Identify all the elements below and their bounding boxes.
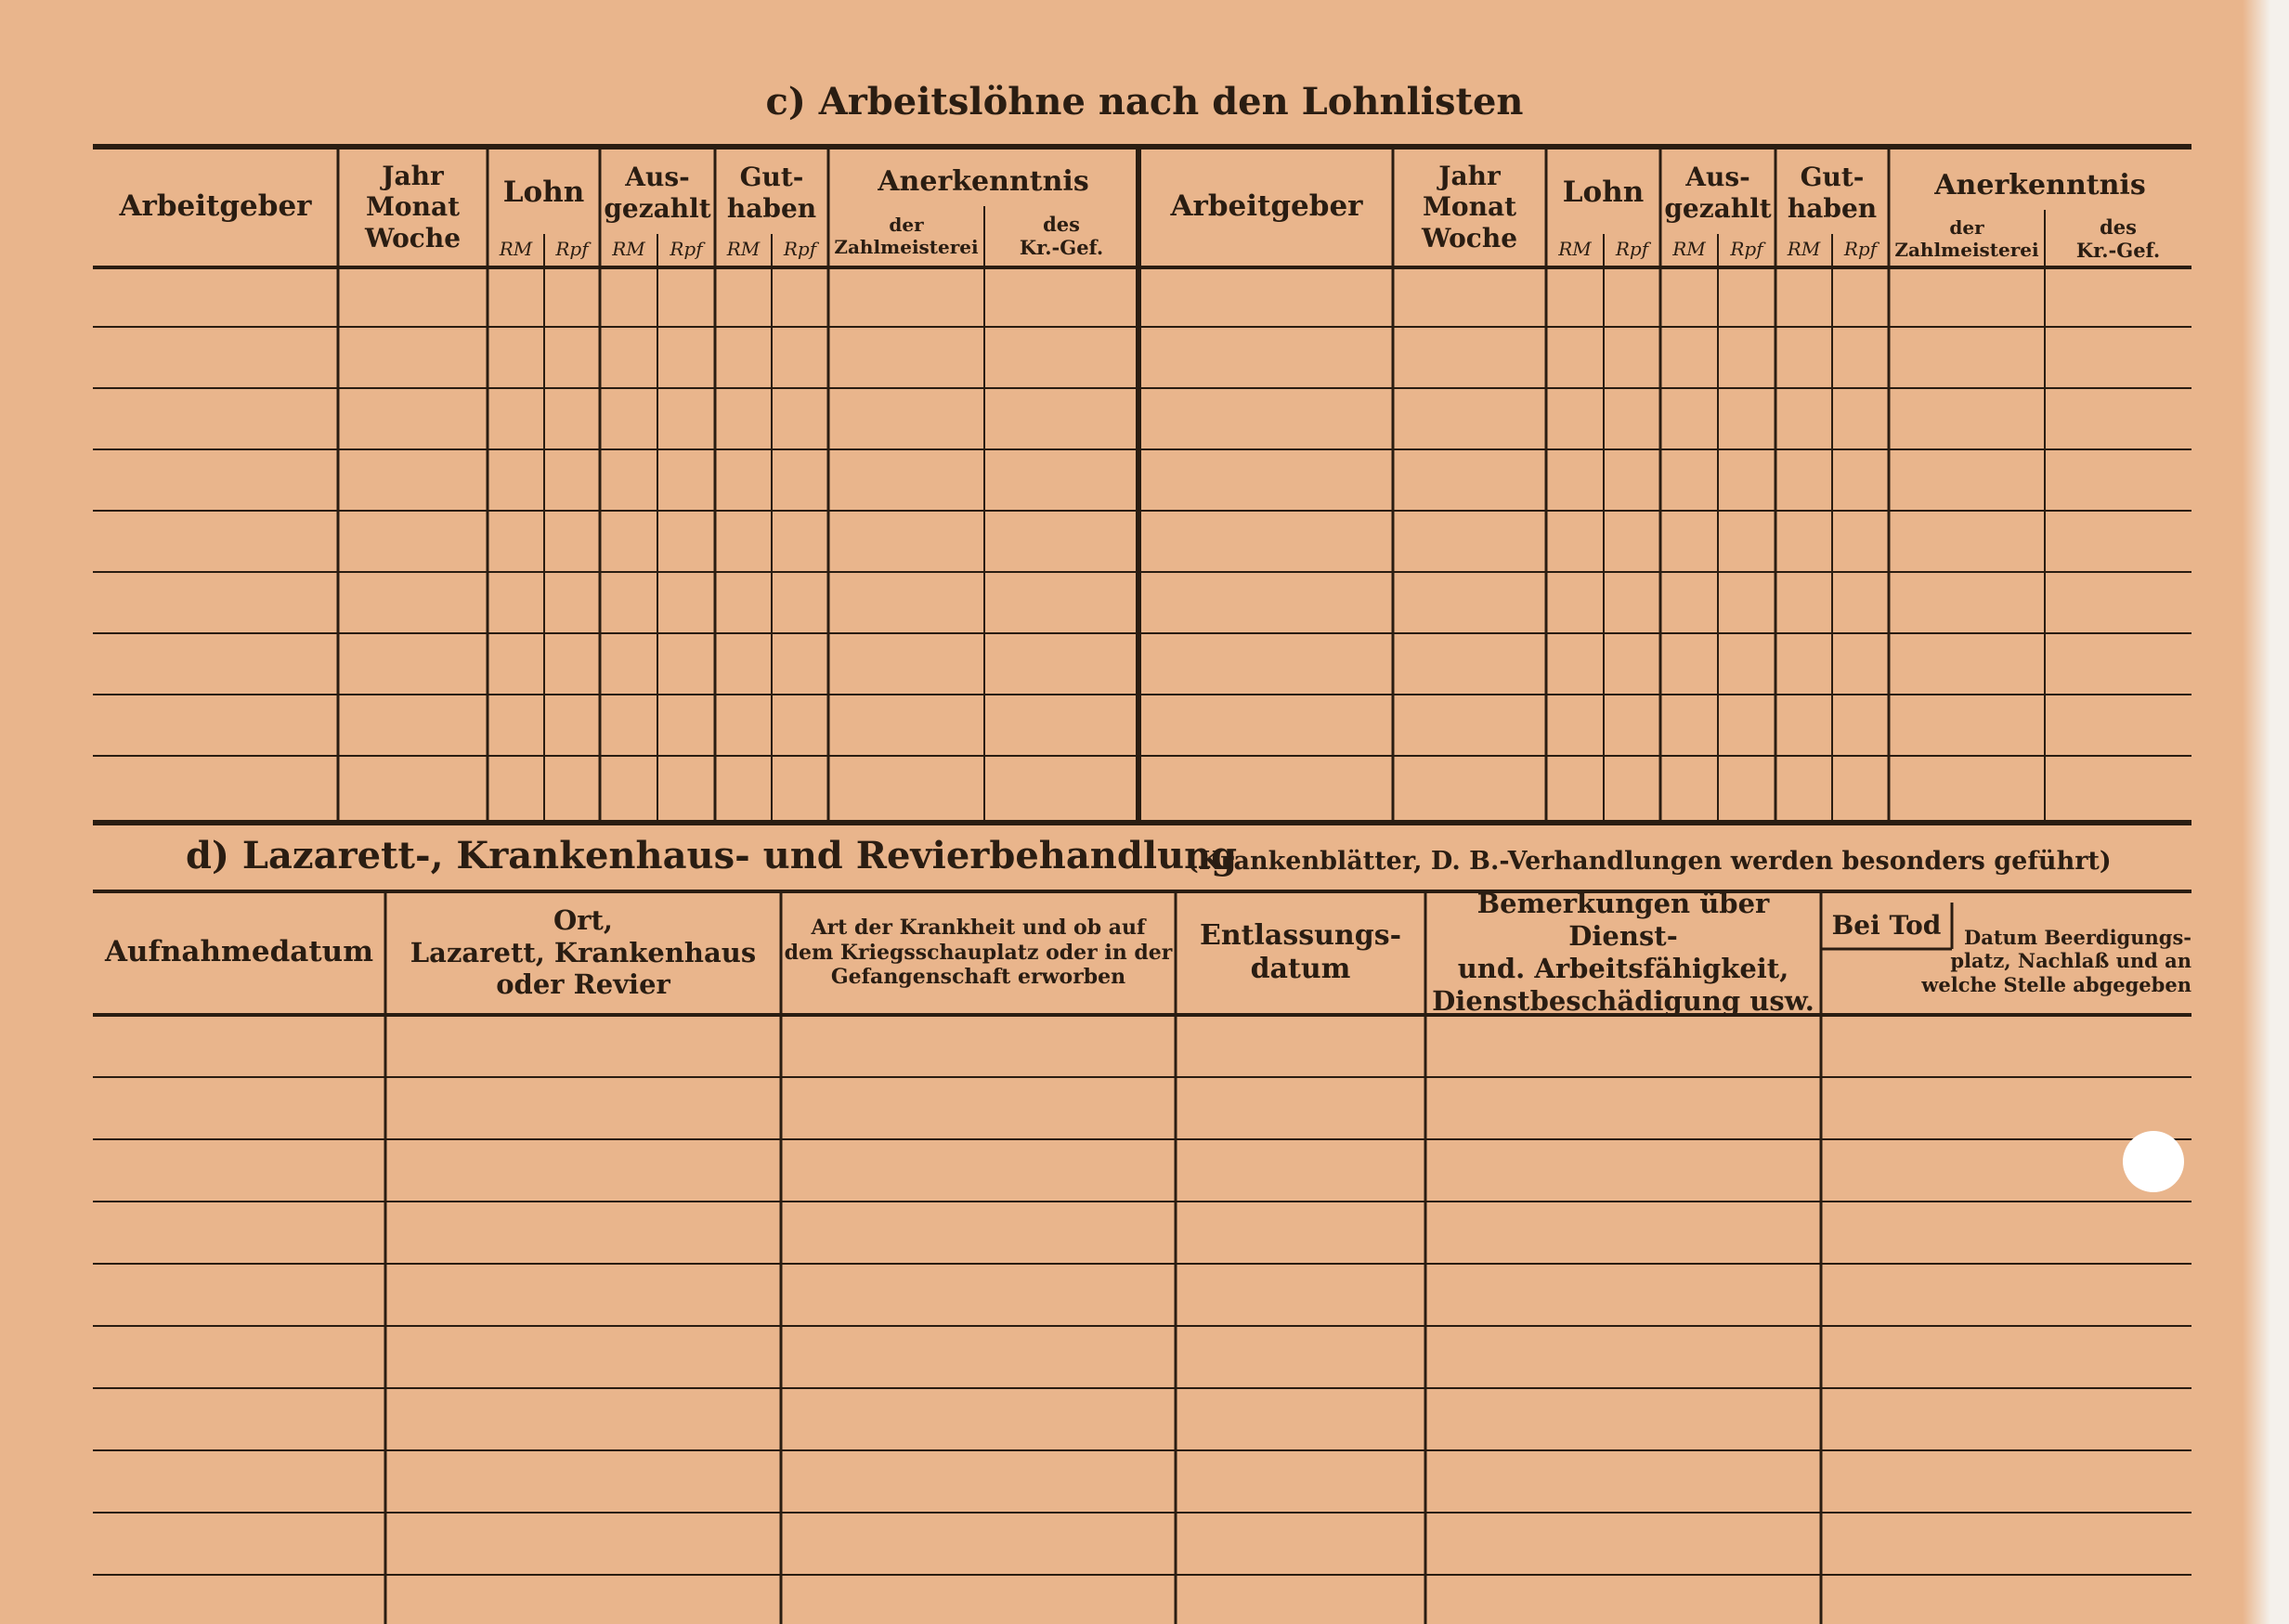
col-lohn-2: Lohn [1562,175,1645,210]
col-bemerkungen: Bemerkungen über Dienst- und. Arbeitsfähigkeit, Dienstbeschädigung usw. [1432,888,1814,1017]
section-d-title: d) Lazarett-, Krankenhaus- und Revierbehandlung [186,834,1238,877]
ausgezahlt-rpf-2: Rpf [1730,238,1763,260]
col-arbeitgeber-2: Arbeitgeber [1170,189,1363,224]
lohn-rpf: Rpf [555,238,589,260]
section-c-title: c) Arbeitslöhne nach den Lohnlisten [765,80,1524,123]
guthaben-rpf: Rpf [783,238,817,260]
col-kr-gef: des Kr.-Gef. [1019,212,1104,259]
col-bei-tod: Bei Tod [1831,910,1942,942]
col-ausgezahlt: Aus- gezahlt [604,162,711,224]
col-anerkenntnis-2: Anerkenntnis [1934,169,2146,201]
guthaben-rm: RM [726,238,761,260]
col-lohn: Lohn [502,175,585,210]
col-entlassung: Entlassungs- datum [1199,919,1402,985]
guthaben-rm-2: RM [1787,238,1821,260]
lohn-rpf-2: Rpf [1615,238,1649,260]
col-anerkenntnis: Anerkenntnis [878,165,1089,198]
punch-hole [2123,1131,2184,1192]
col-ort: Ort, Lazarett, Krankenhaus oder Revier [410,903,757,1001]
lohn-rm-2: RM [1558,238,1592,260]
section-d-note: (Krankenblätter, D. B.-Verhandlungen werden besonders geführt) [1187,847,2112,876]
col-jahr-monat-woche: Jahr Monat Woche [364,160,462,253]
col-zahlmeisterei: der Zahlmeisterei [834,214,979,258]
ausgezahlt-rpf: Rpf [670,238,703,260]
col-ausgezahlt-2: Aus- gezahlt [1664,162,1772,224]
col-kr-gef-2: des Kr.-Gef. [2075,214,2161,262]
col-guthaben: Gut- haben [726,162,817,224]
col-aufnahmedatum: Aufnahmedatum [104,935,374,969]
col-jahr-monat-woche-2: Jahr Monat Woche [1421,160,1518,253]
col-beerdigung: Datum Beerdigungs- platz, Nachlaß und an welche Stelle abgegeben [1921,926,2191,996]
lohn-rm: RM [499,238,533,260]
ausgezahlt-rm: RM [612,238,645,260]
col-krankheit: Art der Krankheit und ob auf dem Kriegsschauplatz oder in der Gefangenschaft erworben [784,916,1173,990]
col-zahlmeisterei-2: der Zahlmeisterei [1894,216,2039,261]
col-arbeitgeber: Arbeitgeber [119,189,312,224]
ausgezahlt-rm-2: RM [1672,238,1706,260]
col-guthaben-2: Gut- haben [1787,162,1878,224]
guthaben-rpf-2: Rpf [1843,238,1878,260]
